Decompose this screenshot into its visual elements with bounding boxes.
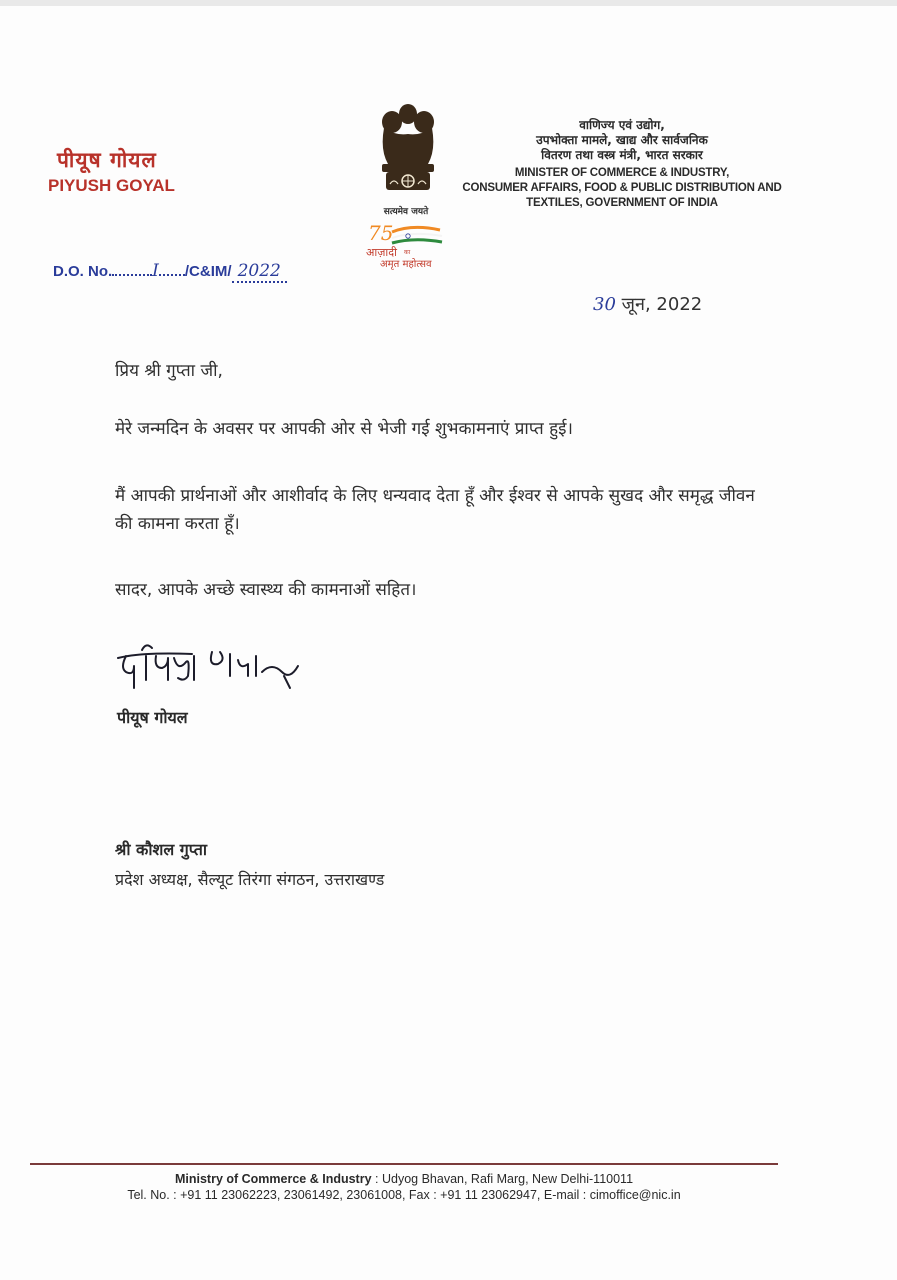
ministry-hindi-line-2: उपभोक्ता मामले, खाद्य और सार्वजनिक: [536, 133, 708, 147]
salutation: प्रिय श्री गुप्ता जी,: [115, 361, 223, 381]
signatory-name: पीयूष गोयल: [117, 708, 188, 727]
do-number-line: [53, 260, 287, 281]
handwritten-signature: [112, 632, 322, 692]
date-day: 30: [593, 294, 616, 315]
azadi-logo-line2: अमृत महोत्सव: [380, 259, 432, 270]
azadi-logo-line1: आज़ादी: [366, 246, 397, 259]
addressee-name: श्री कौशल गुप्ता: [115, 840, 207, 859]
azadi-logo-ka: का: [404, 249, 411, 256]
footer-contact: Tel. No. : +91 11 23062223, 23061492, 23061008, Fax : +91 11 23062947, E-mail : cimoffice@nic.in: [127, 1188, 681, 1202]
letter-paragraph-1: मेरे जन्मदिन के अवसर पर आपकी ओर से भेजी गई शुभकामनाएं प्राप्त हुई।: [115, 419, 573, 439]
minister-name-hindi: पीयूष गोयल: [57, 148, 157, 172]
ministry-english-line-3: TEXTILES, GOVERNMENT OF INDIA: [526, 197, 718, 209]
do-year: 2022: [232, 261, 287, 283]
national-emblem-icon: [372, 100, 444, 200]
footer-divider: [30, 1163, 778, 1165]
ministry-hindi-line-3: वितरण तथा वस्त्र मंत्री, भारत सरकार: [541, 148, 703, 162]
ministry-hindi-line-1: वाणिज्य एवं उद्योग,: [579, 118, 665, 132]
footer-address: [30, 1172, 778, 1186]
azadi-ka-amrit-mahotsav-logo: [362, 218, 458, 270]
do-dotted-leader: [159, 260, 185, 276]
footer-address-text: : Udyog Bhavan, Rafi Marg, New Delhi-110011: [371, 1172, 634, 1186]
letter-date: [593, 292, 702, 316]
do-number: I: [152, 261, 159, 281]
do-office: /C&IM/: [184, 263, 232, 280]
letter-paragraph-2: मैं आपकी प्रार्थनाओं और आशीर्वाद के लिए धन्यवाद देता हूँ और ईश्वर से आपके सुखद और समृद्ध जीवन की कामना करता हूँ।: [115, 486, 755, 534]
page-top-edge: [0, 0, 897, 6]
azadi-logo-number: 75: [368, 221, 394, 245]
ministry-english-line-2: CONSUMER AFFAIRS, FOOD & PUBLIC DISTRIBUTION AND: [462, 182, 782, 194]
addressee-designation: प्रदेश अध्यक्ष, सैल्यूट तिरंगा संगठन, उत्तराखण्ड: [115, 870, 385, 889]
letter-paragraph-3: सादर, आपके अच्छे स्वास्थ्य की कामनाओं सहित।: [115, 580, 417, 600]
minister-name-english: PIYUSH GOYAL: [48, 176, 175, 195]
do-dotted-leader: [112, 260, 152, 276]
emblem-motto: सत्यमेव जयते: [383, 207, 429, 217]
ministry-designation: [462, 118, 782, 211]
ministry-english-line-1: MINISTER OF COMMERCE & INDUSTRY,: [514, 167, 730, 179]
do-label: D.O. No.: [53, 263, 113, 280]
footer-ministry: Ministry of Commerce & Industry: [174, 1172, 372, 1186]
date-month-year: जून, 2022: [621, 294, 703, 315]
